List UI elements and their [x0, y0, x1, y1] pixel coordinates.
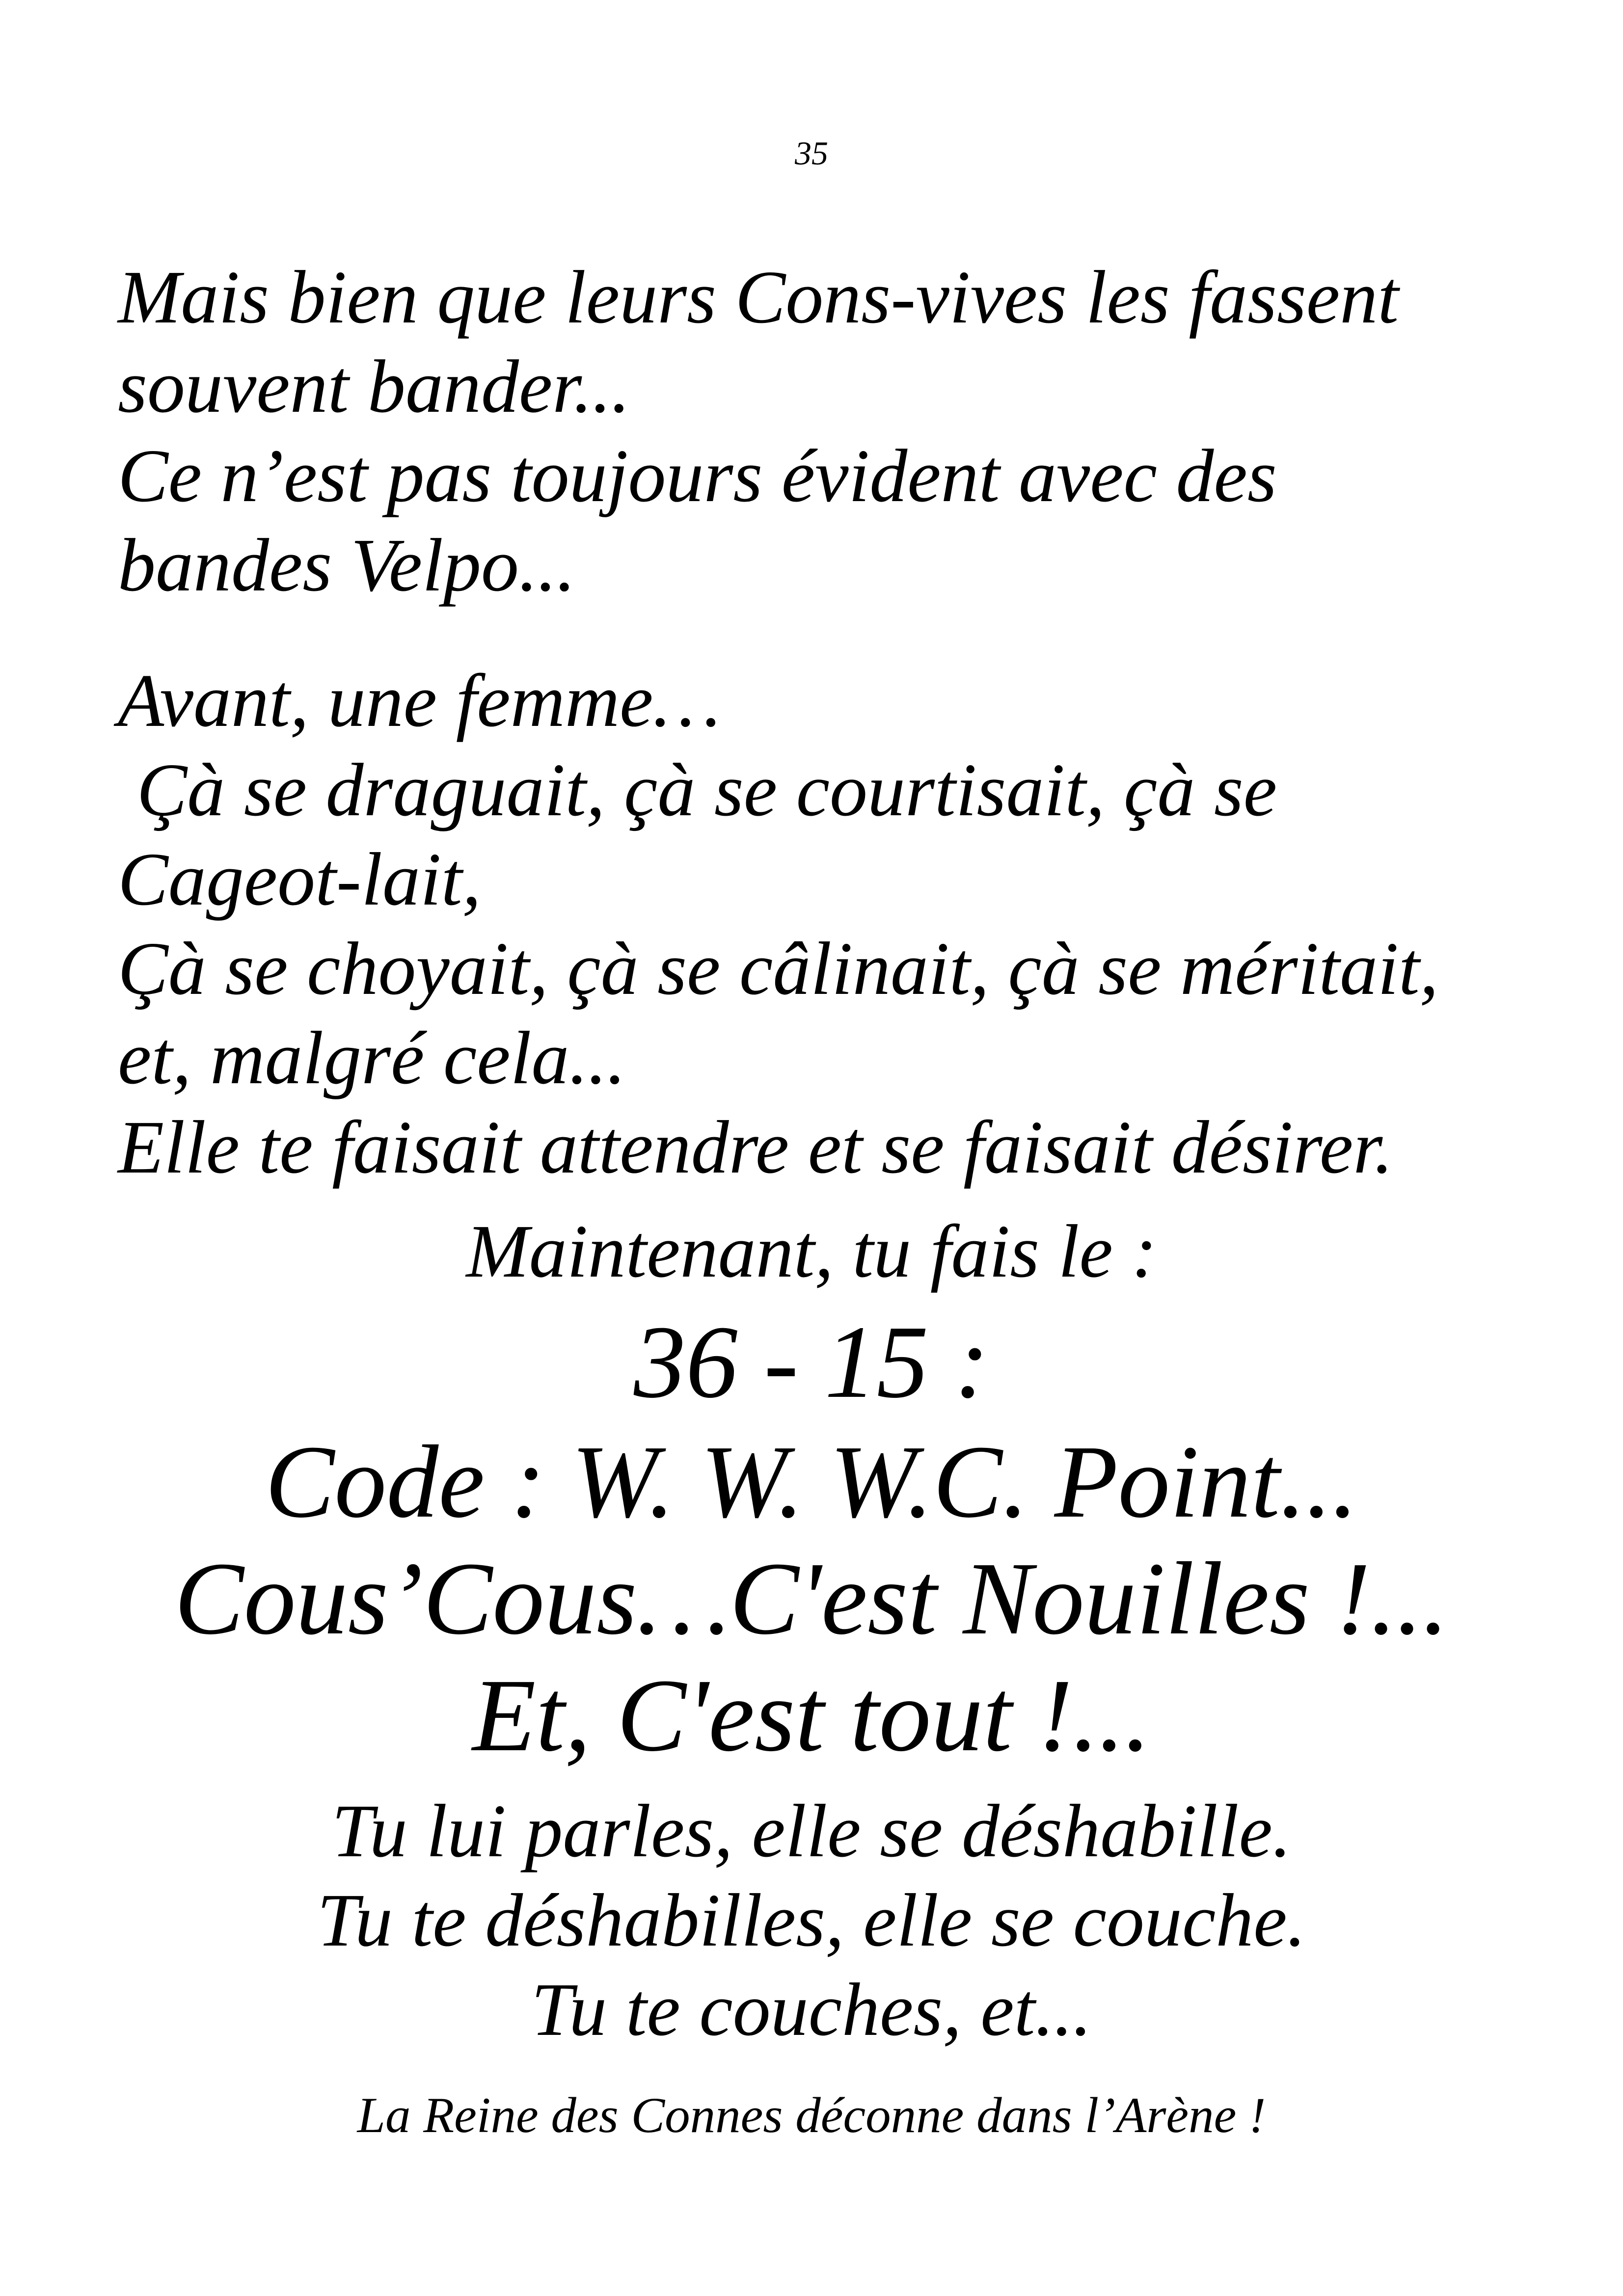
intro-line: Maintenant, tu fais le :	[466, 1210, 1157, 1293]
stanza-line: Tu lui parles, elle se déshabille.	[331, 1789, 1292, 1873]
code-line: Cous’Cous…C'est Nouilles !...	[174, 1541, 1449, 1656]
page-number: 35	[795, 134, 828, 172]
text-line: Elle te faisait attendre et se faisait désirer.	[118, 1106, 1393, 1189]
text-line: Avant, une femme…	[118, 659, 721, 743]
text-line: bandes Velpo...	[118, 524, 576, 607]
code-line: Code : W. W. W.C. Point...	[265, 1424, 1358, 1539]
code-block	[0, 1423, 1623, 1774]
text-line: souvent bander...	[118, 345, 630, 428]
footer-caption: La Reine des Connes déconne dans l’Arène !	[357, 2087, 1266, 2143]
text-line: Ce n’est pas toujours évident avec des	[118, 434, 1277, 518]
paragraph-2	[118, 656, 1542, 1192]
text-line: Çà se choyait, çà se câlinait, çà se méritait,	[118, 927, 1439, 1011]
stanza-line: Tu te déshabilles, elle se couche.	[317, 1879, 1306, 1962]
text-line: Cageot-lait,	[118, 838, 481, 921]
text-line: Mais bien que leurs Cons-vives les fassent	[118, 256, 1399, 339]
code-number: 36 - 15 :	[633, 1304, 990, 1419]
closing-stanza	[0, 1787, 1623, 2055]
code-line: Et, C'est tout !...	[472, 1657, 1151, 1773]
text-line: Çà se draguait, çà se courtisait, çà se	[118, 748, 1277, 832]
stanza-line: Tu te couches, et...	[531, 1968, 1092, 2052]
text-line: et, malgré cela...	[118, 1016, 626, 1100]
paragraph-1	[118, 253, 1542, 610]
